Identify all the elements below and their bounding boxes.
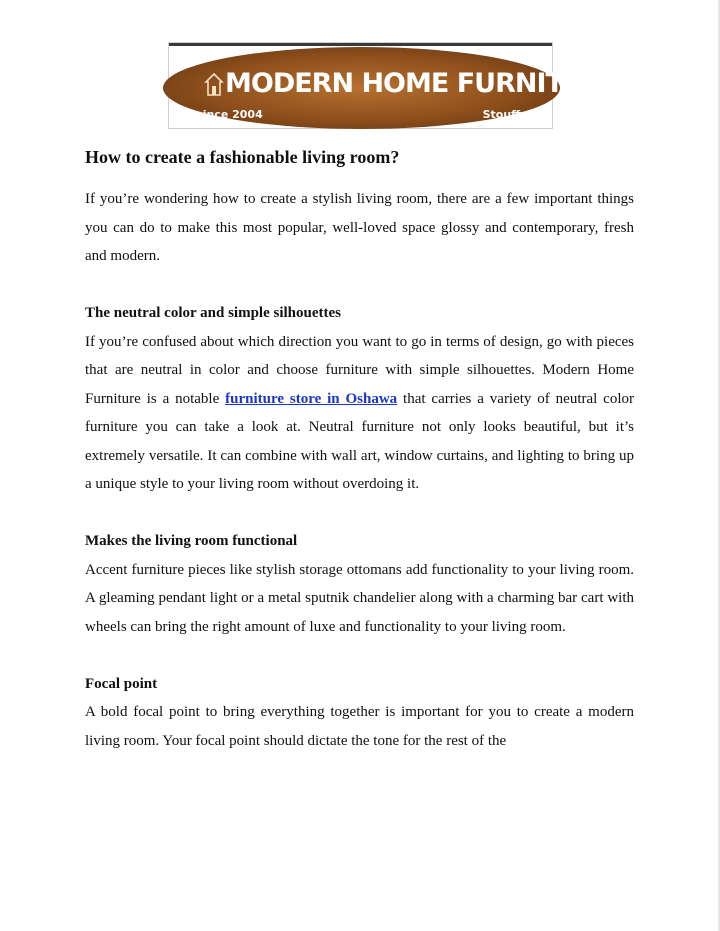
article-title: How to create a fashionable living room?	[85, 147, 400, 167]
paragraph-text: that carries a variety of neutral color furniture you can take a look at. Neutral furniture not only looks beautiful, but it’s extremely versatile. It can combine with wall art, window curtains, and lighting to bring up a unique style to your living room without overdoing it.	[85, 390, 634, 492]
section-heading-functional: Makes the living room functional	[85, 533, 298, 549]
logo-established-text: Est since 2004	[173, 108, 263, 121]
spacer	[85, 499, 634, 528]
section-heading-neutral-color: The neutral color and simple silhouettes	[85, 305, 341, 321]
paragraph-text: If you’re confused about which direction you want to go in terms of design, go with pieces that are neutral in color and choose furniture with simple silhouettes. Modern Home Furniture is a notable	[85, 333, 634, 407]
intro-paragraph: If you’re wondering how to create a stylish living room, there are a few important things you can do to make this most popular, well-loved space glossy and contemporary, fresh and modern.	[85, 191, 634, 264]
furniture-store-link[interactable]: furniture store in Oshawa	[225, 390, 398, 407]
section-paragraph-functional: Accent furniture pieces like stylish storage ottomans add functionality to your living room. A gleaming pendant light or a metal sputnik chandelier along with a charming bar cart with wheels can bring the right amount of luxe and functionality to your living room.	[85, 561, 634, 635]
section-paragraph-focal-point: A bold focal point to bring everything together is important for you to create a modern living room. Your focal point should dictate the tone for the rest of the	[85, 704, 634, 749]
logo-top-rule	[169, 43, 552, 46]
logo-city-text: Stouffville	[482, 108, 546, 121]
article	[85, 143, 634, 755]
logo-brand-text: MODERN HOME FURNITURE	[225, 68, 622, 99]
house-icon	[205, 73, 223, 97]
section-paragraph-neutral-color	[85, 328, 634, 499]
section-heading-focal-point: Focal point	[85, 675, 158, 692]
spacer	[85, 271, 634, 300]
company-logo	[168, 42, 622, 129]
spacer	[85, 641, 634, 670]
